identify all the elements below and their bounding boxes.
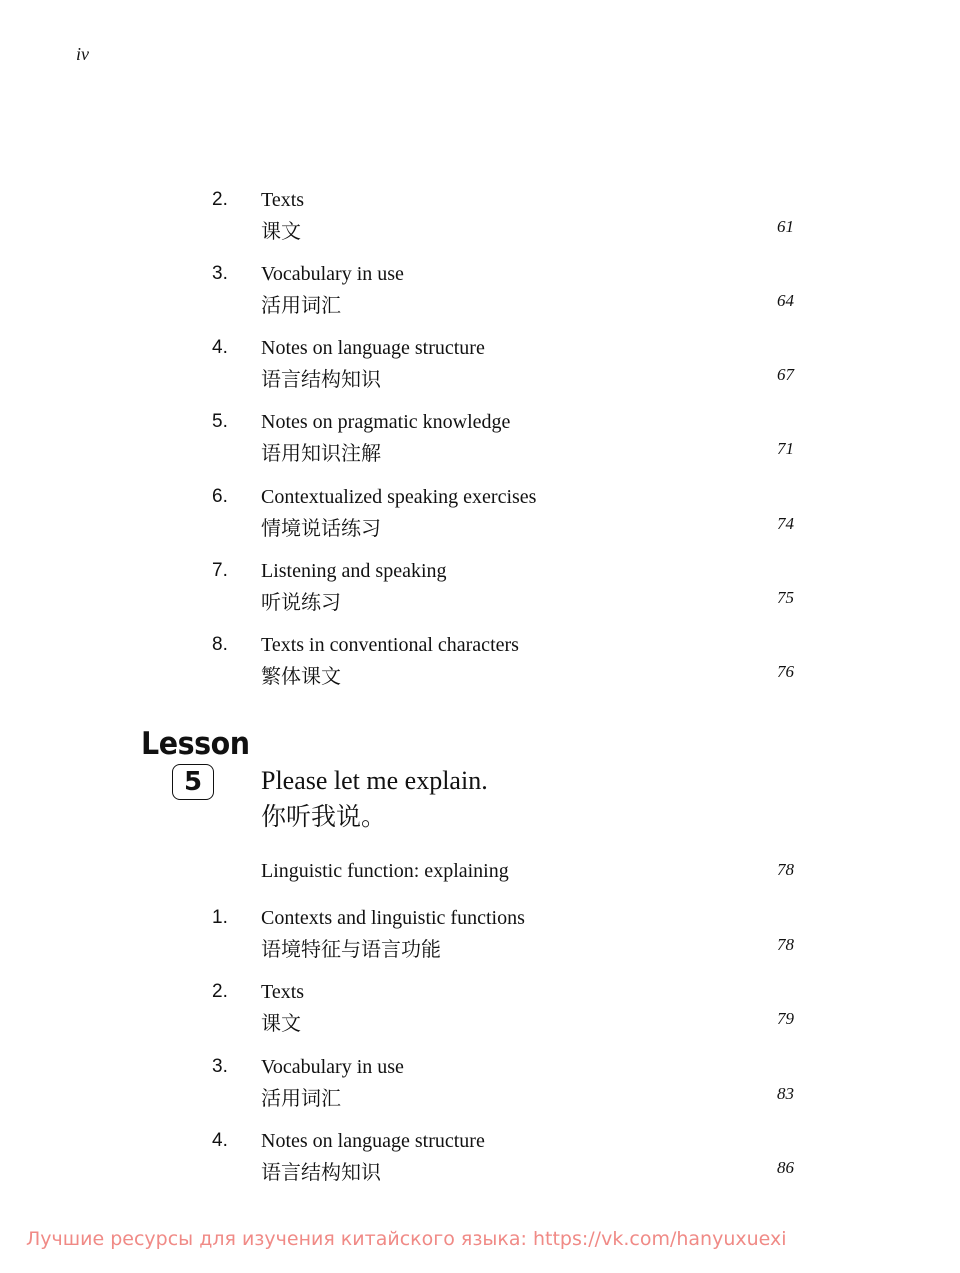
toc-entry <box>0 1056 960 1116</box>
entry-title-en: Vocabulary in use <box>261 263 404 285</box>
entry-number: 3. <box>212 263 228 284</box>
entry-page: 61 <box>777 217 794 236</box>
entry-page: 83 <box>777 1084 794 1103</box>
entry-number: 5. <box>212 411 228 432</box>
entry-title-en: Contexts and linguistic functions <box>261 907 525 929</box>
toc-entry <box>0 1130 960 1190</box>
entry-page: 67 <box>777 365 794 384</box>
entry-title-en: Texts <box>261 189 305 211</box>
entry-title-zh: 语境特征与语言功能 <box>261 937 441 961</box>
entry-page: 74 <box>777 514 794 533</box>
entry-number: 6. <box>212 486 228 507</box>
entry-title-zh: 活用词汇 <box>261 293 341 317</box>
entry-page: 86 <box>777 1158 794 1177</box>
entry-title-zh: 课文 <box>261 219 301 243</box>
linguistic-function-row <box>0 858 960 888</box>
entry-page: 64 <box>777 291 794 310</box>
toc-entry <box>0 634 960 694</box>
toc-entry <box>0 337 960 397</box>
entry-number: 3. <box>212 1056 228 1077</box>
entry-number: 7. <box>212 560 228 581</box>
entry-title-zh: 语言结构知识 <box>261 1160 381 1184</box>
entry-title-zh: 繁体课文 <box>261 664 341 688</box>
toc-entry <box>0 411 960 471</box>
toc-entry <box>0 981 960 1041</box>
lesson-label: Lesson <box>141 726 250 762</box>
entry-title-en: Texts in conventional characters <box>261 634 519 656</box>
entry-title-en: Notes on pragmatic knowledge <box>261 411 511 433</box>
entry-title-zh: 语言结构知识 <box>261 367 381 391</box>
entry-title-zh: 语用知识注解 <box>261 441 381 465</box>
toc-entry <box>0 486 960 546</box>
lesson-title-zh: 你听我说。 <box>261 802 387 831</box>
linguistic-function-page: 78 <box>777 860 794 879</box>
entry-title-en: Contextualized speaking exercises <box>261 486 537 508</box>
entry-page: 79 <box>777 1009 794 1028</box>
entry-title-en: Notes on language structure <box>261 337 485 359</box>
entry-number: 2. <box>212 981 228 1002</box>
entry-title-en: Notes on language structure <box>261 1130 485 1152</box>
entry-number: 4. <box>212 1130 228 1151</box>
entry-page: 71 <box>777 439 794 458</box>
entry-page: 78 <box>777 935 794 954</box>
lesson-title-en: Please let me explain. <box>261 766 488 795</box>
entry-title-en: Listening and speaking <box>261 560 447 582</box>
page-number: iv <box>76 44 89 64</box>
toc-entry <box>0 907 960 967</box>
entry-title-zh: 听说练习 <box>261 590 341 614</box>
entry-title-en: Vocabulary in use <box>261 1056 404 1078</box>
toc-entry <box>0 560 960 620</box>
watermark-link[interactable]: Лучшие ресурсы для изучения китайского языка: https://vk.com/hanyuxuexi <box>26 1228 787 1250</box>
toc-entry <box>0 263 960 323</box>
entry-page: 75 <box>777 588 794 607</box>
entry-number: 1. <box>212 907 228 928</box>
entry-number: 2. <box>212 189 228 210</box>
entry-title-zh: 情境说话练习 <box>261 516 381 540</box>
lesson-number-badge: 5 <box>172 764 214 800</box>
toc-entry <box>0 189 960 249</box>
entry-number: 8. <box>212 634 228 655</box>
linguistic-function-label: Linguistic function: explaining <box>261 860 509 882</box>
entry-title-en: Texts <box>261 981 305 1003</box>
entry-number: 4. <box>212 337 228 358</box>
entry-page: 76 <box>777 662 794 681</box>
entry-title-zh: 活用词汇 <box>261 1086 341 1110</box>
entry-title-zh: 课文 <box>261 1011 301 1035</box>
